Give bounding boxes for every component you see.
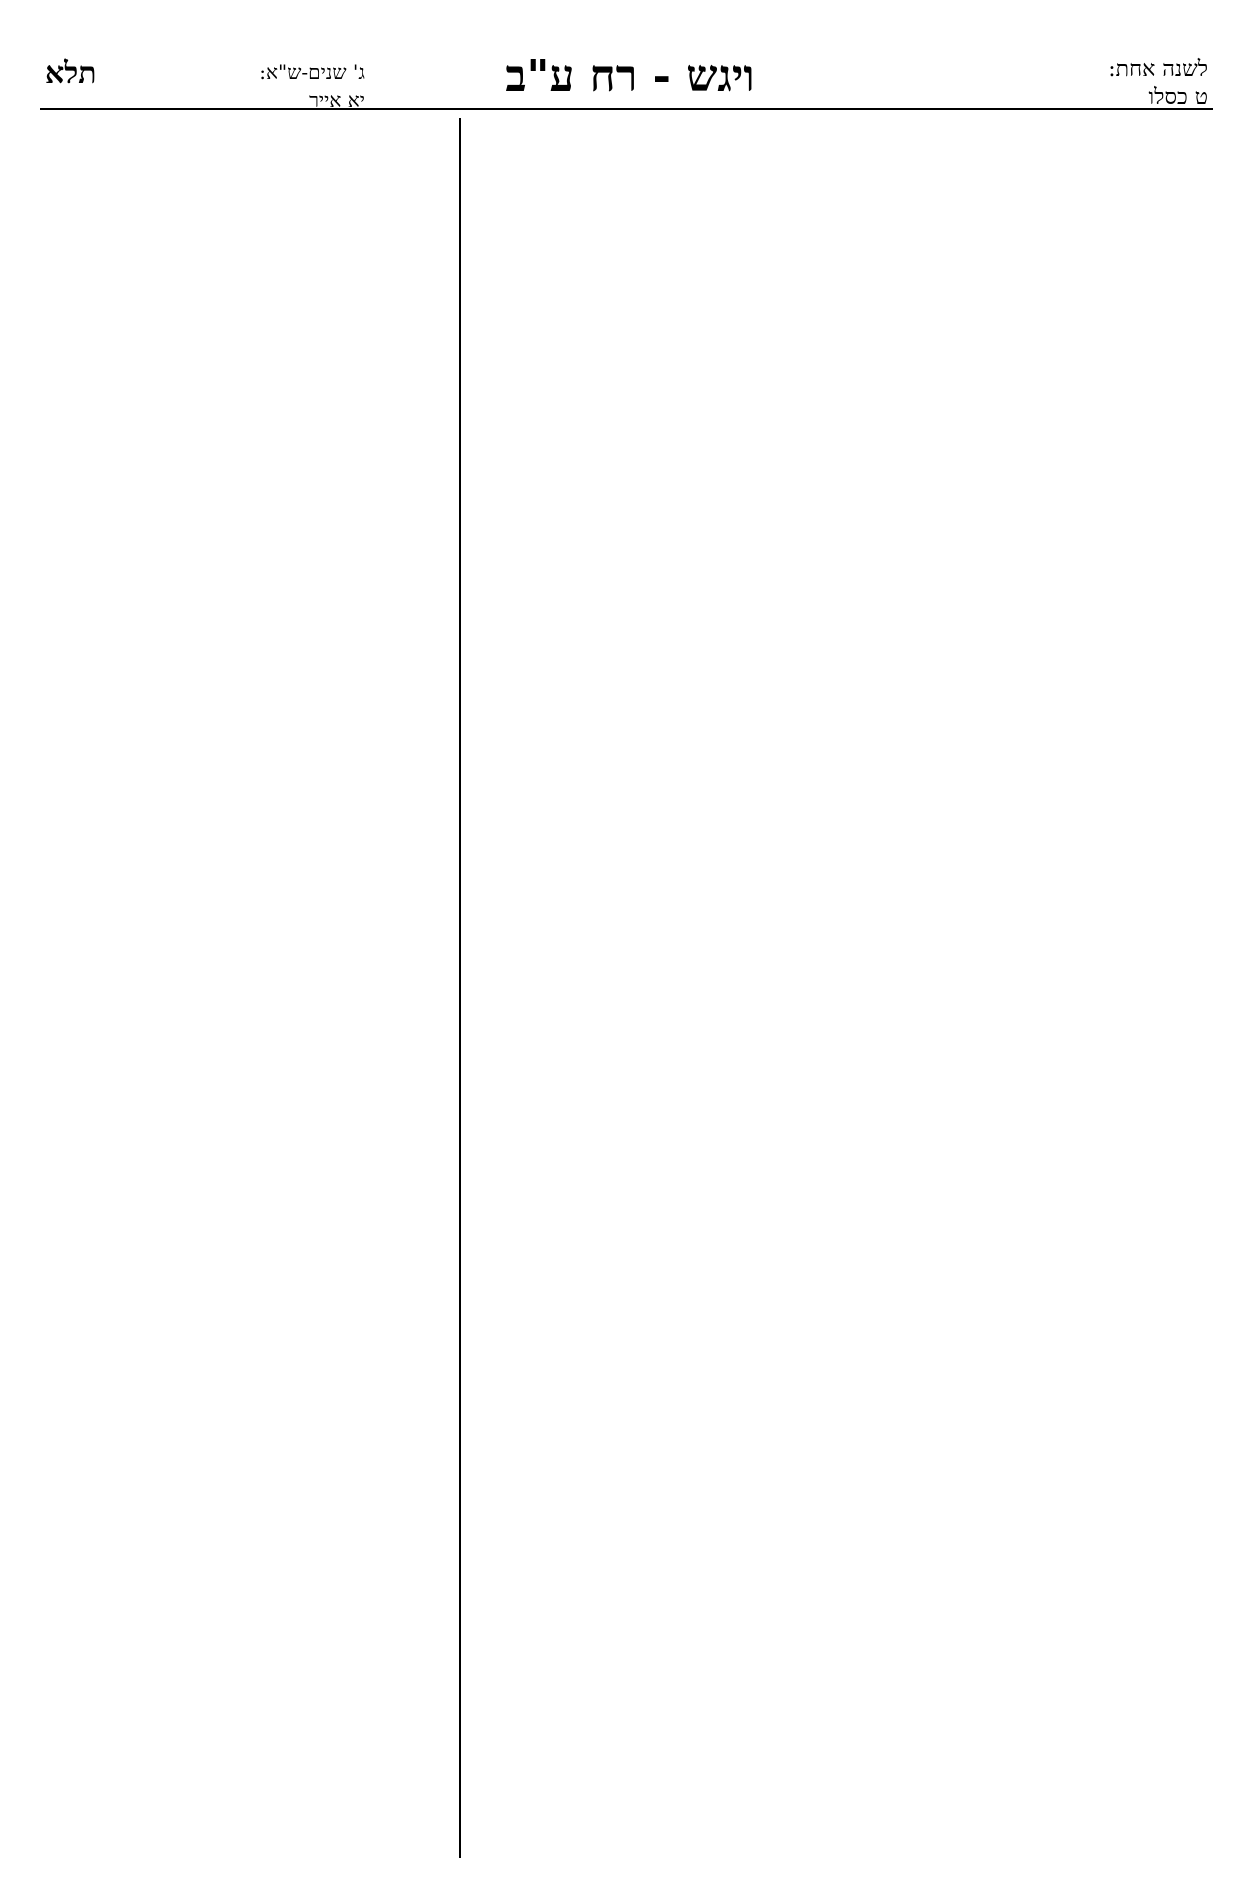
header-left-notes [259,58,365,114]
page-header [0,0,1253,118]
header-right-note-2: ט כסלו [1148,85,1208,110]
page-number: תלא [45,56,97,91]
page-title: ויגש - רח ע"ב [505,51,755,102]
header-right-notes [948,56,1208,112]
header-left-note-1: ג' שנים-ש"א: [259,60,365,84]
header-left [45,58,365,114]
header-left-note-2: יא אייר [309,88,365,112]
header-rule [40,108,1213,110]
main-text-column [472,118,1210,1858]
commentary-column [45,118,449,1858]
header-right-note-1: לשנה אחת: [1108,57,1208,82]
column-divider [459,118,461,1858]
